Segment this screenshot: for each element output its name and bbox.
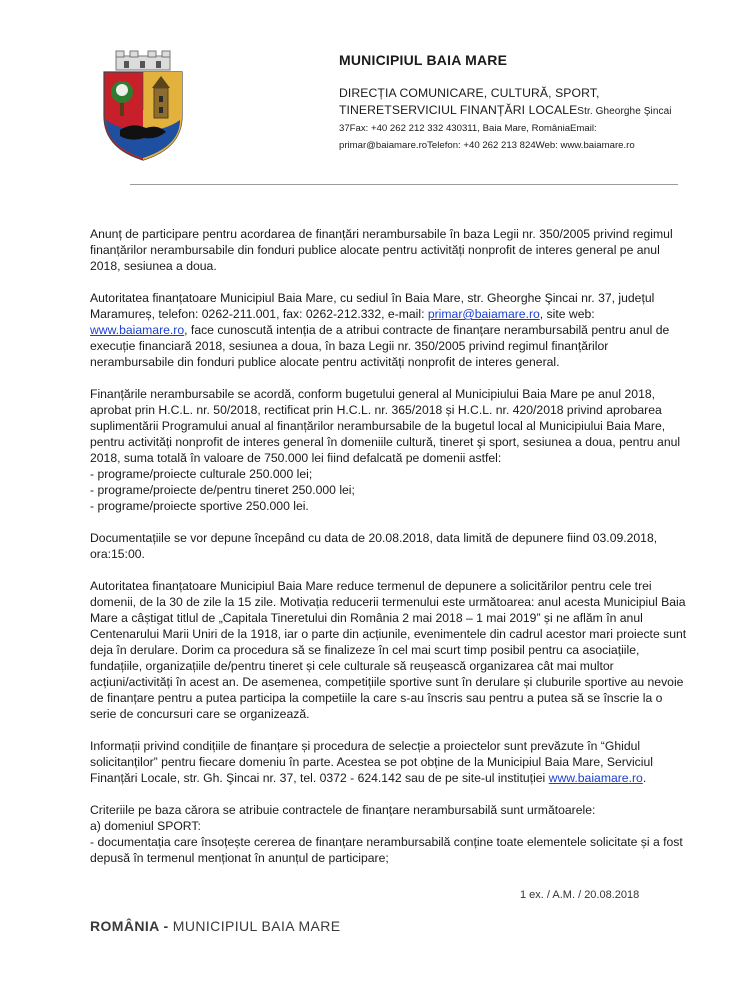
website-link[interactable]: www.baiamare.ro bbox=[90, 323, 185, 337]
directorate-line: DIRECȚIA COMUNICARE, CULTURĂ, SPORT, bbox=[339, 86, 600, 100]
institution-title: MUNICIPIUL BAIA MARE bbox=[339, 52, 508, 68]
contact-line: primar@baiamare.roTelefon: +40 262 213 824Web: www.baiamare.ro bbox=[339, 140, 635, 151]
fax-line: 37Fax: +40 262 212 332 430311, Baia Mare, RomâniaEmail: bbox=[339, 123, 597, 134]
intro-paragraph: Anunț de participare pentru acordarea de finanțări nerambursabile în baza Legii nr. 350/2005 privind regimul finanțărilor nerambursabile din fonduri publice alocate pentru activități nonprofit de interes general pe anul 2018, sesiunea a doua. bbox=[90, 227, 673, 273]
footer-country: ROMÂNIA - bbox=[90, 918, 169, 934]
website-link[interactable]: www.baiamare.ro bbox=[548, 771, 643, 785]
authority-text-c: , face cunoscută intenția de a atribui contracte de finanțare nerambursabilă pentru anul de execuție financiară 2018, sesiunea a doua, în baza Legii nr. 350/2005 privind regimul finanțărilor nerambursabile din fonduri publice alocate pentru activități nonprofit de interes general. bbox=[90, 323, 670, 369]
email-link[interactable]: primar@baiamare.ro bbox=[427, 307, 540, 321]
criteria-item: a) domeniul SPORT: bbox=[90, 819, 201, 833]
info-text-a: Informații privind condițiile de finanțare și procedura de selecție a proiectelor sunt prevăzute în “Ghidul solicitanților” pentru fiecare domeniu în parte. Acestea se pot obține de la Municipiul Baia Mare, Serviciul Finanțări Locale, str. Gh. Şincai nr. 37, tel. 0372 - 624.142 sau de pe site-ul instituției bbox=[90, 739, 653, 785]
info-paragraph bbox=[90, 738, 690, 786]
reduction-paragraph: Autoritatea finanțatoare Municipiul Baia Mare reduce termenul de depunere a solicitărilor pentru cele trei domenii, de la 30 de zile la 15 zile. Motivația reducerii termenului este următoarea: anul acesta Municipiul Baia Mare a câștigat titlul de „Capitala Tineretului din România 2 mai 2018 – 1 mai 2019” și ne aflăm în anul Centenarului Marii Uniri de la 1918, iar o parte din acțiunile, evenimentele din cadrul acestor mari proiecte sunt deja în derulare. Dorim ca procedura să se finalizeze în cel mai scurt timp posibil pentru ca asociațiile, fundațiile, organizațiile de/pentru tineret și cele culturale să reușească organizarea cât mai multor acțiuni/activități în acest an. De asemenea, competițiile sportive sunt în derulare și cluburile sportive au nevoie de finanțare pentru a putea participa la competiile la care s-au înscris sau pentru a putea să se înscrie la o serie de concursuri care se organizează. bbox=[90, 579, 687, 721]
funding-paragraph: Finanțările nerambursabile se acordă, conform bugetului general al Municipiului Baia Mare pe anul 2018, aprobat prin H.C.L. nr. 50/2018, rectificat prin H.C.L. nr. 365/2018 și H.C.L. nr. 420/2018 privind aprobarea suplimentării Programului anual al finanțărilor nerambursabile de la bugetul local al Municipiului Baia Mare, pentru activități nonprofit de interes general în domeniile cultură, tineret şi sport, sesiunea a doua, pentru anul 2018, suma totală în valoare de 750.000 lei fiind defalcată pe domenii astfel: bbox=[90, 387, 681, 465]
funding-list bbox=[90, 466, 690, 514]
footer-brand bbox=[90, 918, 341, 934]
department-name: TINERETSERVICIUL FINANȚĂRI LOCALE bbox=[339, 103, 578, 117]
authority-text-b: , site web: bbox=[539, 307, 595, 321]
criteria-paragraph: Criteriile pe baza cărora se atribuie contractele de finanțare nerambursabilă sunt următoarele: bbox=[90, 803, 596, 817]
deadline-paragraph: Documentațiile se vor depune începând cu data de 20.08.2018, data limită de depunere fiind 03.09.2018, ora:15:00. bbox=[90, 531, 658, 561]
document-reference: 1 ex. / A.M. / 20.08.2018 bbox=[520, 889, 640, 901]
letterhead bbox=[339, 52, 739, 154]
info-text-b: . bbox=[642, 771, 647, 785]
list-item: - programe/proiecte de/pentru tineret 250.000 lei; bbox=[90, 483, 355, 497]
criteria-detail: - documentația care însoțește cererea de finanțare nerambursabilă conține toate elementele solicitate și a fost depusă în termenul menționat în anunțul de participare; bbox=[90, 835, 683, 865]
department-line bbox=[339, 102, 739, 120]
list-item: - programe/proiecte sportive 250.000 lei. bbox=[90, 499, 309, 513]
header-divider bbox=[130, 184, 678, 185]
authority-text-a: Autoritatea finanțatoare Municipiul Baia Mare, cu sediul în Baia Mare, str. Gheorghe Şincai nr. 37, județul Maramureș, telefon: 0262-211.001, fax: 0262-212.332, e-mail: bbox=[90, 291, 655, 321]
street-address: Str. Gheorghe Şincai bbox=[577, 106, 672, 117]
list-item: - programe/proiecte culturale 250.000 lei; bbox=[90, 467, 313, 481]
announcement-body bbox=[90, 226, 690, 866]
authority-paragraph bbox=[90, 290, 690, 370]
coat-of-arms-icon bbox=[100, 50, 186, 162]
footer-municipality: MUNICIPIUL BAIA MARE bbox=[168, 918, 341, 934]
